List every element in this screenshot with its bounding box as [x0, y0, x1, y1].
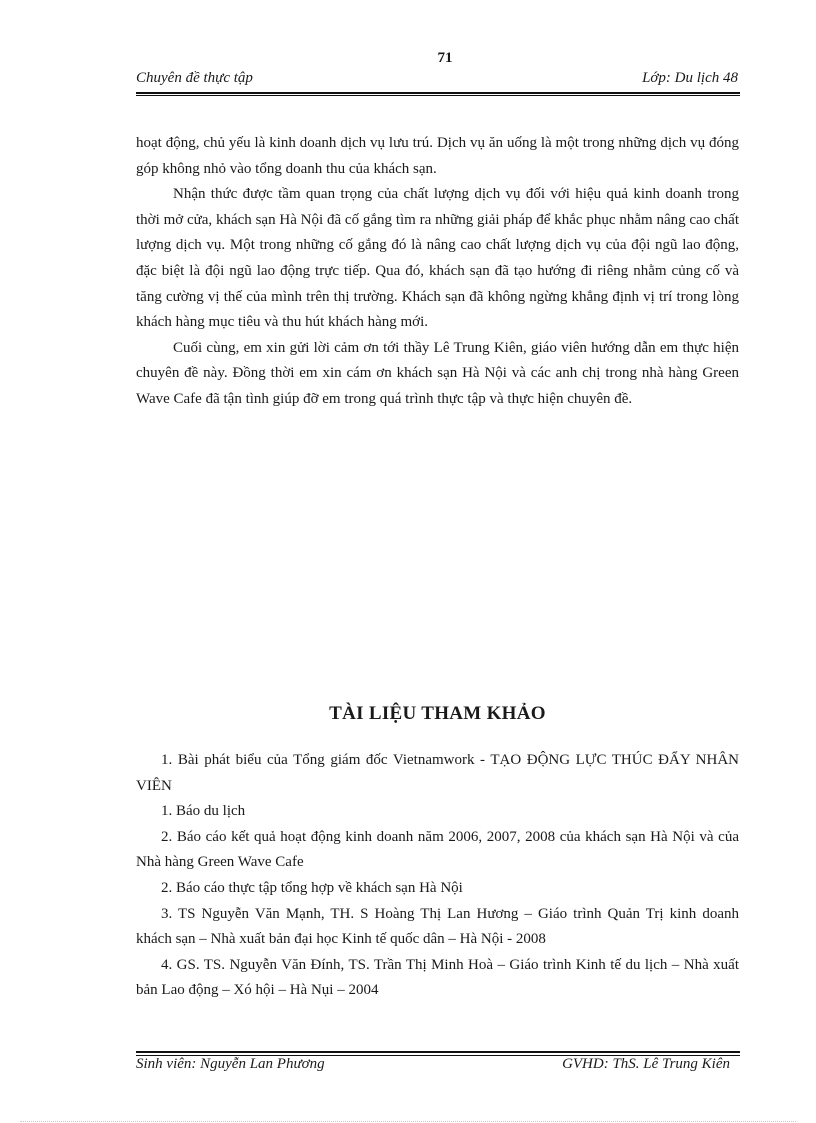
reference-item: 2. Báo cáo kết quả hoạt động kinh doanh năm 2006, 2007, 2008 của khách sạn Hà Nội và của Nhà hàng Green Wave Cafe — [136, 828, 739, 871]
page-header — [136, 70, 740, 94]
references-list — [136, 748, 739, 1004]
header-course-title: Chuyên đề thực tập — [136, 70, 253, 86]
header-class-name: Lớp: Du lịch 48 — [642, 70, 738, 86]
reference-item: 1. Bài phát biểu của Tổng giám đốc Vietnamwork - TẠO ĐỘNG LỰC THÚC ĐẨY NHÂN VIÊN — [136, 752, 739, 794]
body-paragraph: Cuối cùng, em xin gửi lời cảm ơn tới thầy Lê Trung Kiên, giáo viên hướng dẫn em thực hiện chuyên đề này. Đồng thời em xin cám ơn khách sạn Hà Nội và các anh chị trong nhà hàng Green Wave Cafe đã tận tình giúp đỡ em trong quá trình thực tập và thực hiện chuyên đề. — [136, 339, 739, 407]
reference-item: 2. Báo cáo thực tập tổng hợp về khách sạn Hà Nội — [161, 879, 463, 896]
reference-item: 3. TS Nguyễn Văn Mạnh, TH. S Hoàng Thị Lan Hương – Giáo trình Quản Trị kinh doanh khách sạn – Nhà xuất bản đại học Kinh tế quốc dân – Hà Nội - 2008 — [136, 905, 739, 948]
body-paragraph: hoạt động, chủ yếu là kinh doanh dịch vụ lưu trú. Dịch vụ ăn uống là một trong những dịch vụ đóng góp không nhỏ vào tổng doanh thu của khách sạn. — [136, 135, 739, 177]
page-edge — [20, 1121, 796, 1122]
footer-supervisor-name: GVHD: ThS. Lê Trung Kiên — [562, 1056, 730, 1072]
body-paragraph: Nhận thức được tầm quan trọng của chất lượng dịch vụ đối với hiệu quả kinh doanh trong thời mở cửa, khách sạn Hà Nội đã cố gắng tìm ra những giải pháp để khắc phục nhằm nâng cao chất lượng dịch vụ. Một trong những cố gắng đó là nâng cao chất lượng dịch vụ của đội ngũ lao động, đặc biệt là đội ngũ lao động trực tiếp. Qua đó, khách sạn đã tạo hướng đi riêng nhằm củng cố và tăng cường vị thế của mình trên thị trường. Khách sạn đã không ngừng khẳng định vị trí trong lòng khách hàng mục tiêu và thu hút khách hàng mới. — [136, 186, 739, 331]
header-rule — [136, 95, 740, 96]
reference-item: 4. GS. TS. Nguyễn Văn Đính, TS. Trần Thị Minh Hoà – Giáo trình Kinh tế du lịch – Nhà xuất bản Lao động – Xó hội – Hà Nụi – 2004 — [136, 956, 739, 999]
body-text — [136, 131, 739, 413]
footer-rule — [136, 1051, 740, 1053]
reference-item: 1. Báo du lịch — [161, 803, 246, 820]
references-title: TÀI LIỆU THAM KHẢO — [329, 703, 546, 724]
page-number: 71 — [437, 50, 453, 66]
footer-student-name: Sinh viên: Nguyễn Lan Phương — [136, 1056, 325, 1072]
